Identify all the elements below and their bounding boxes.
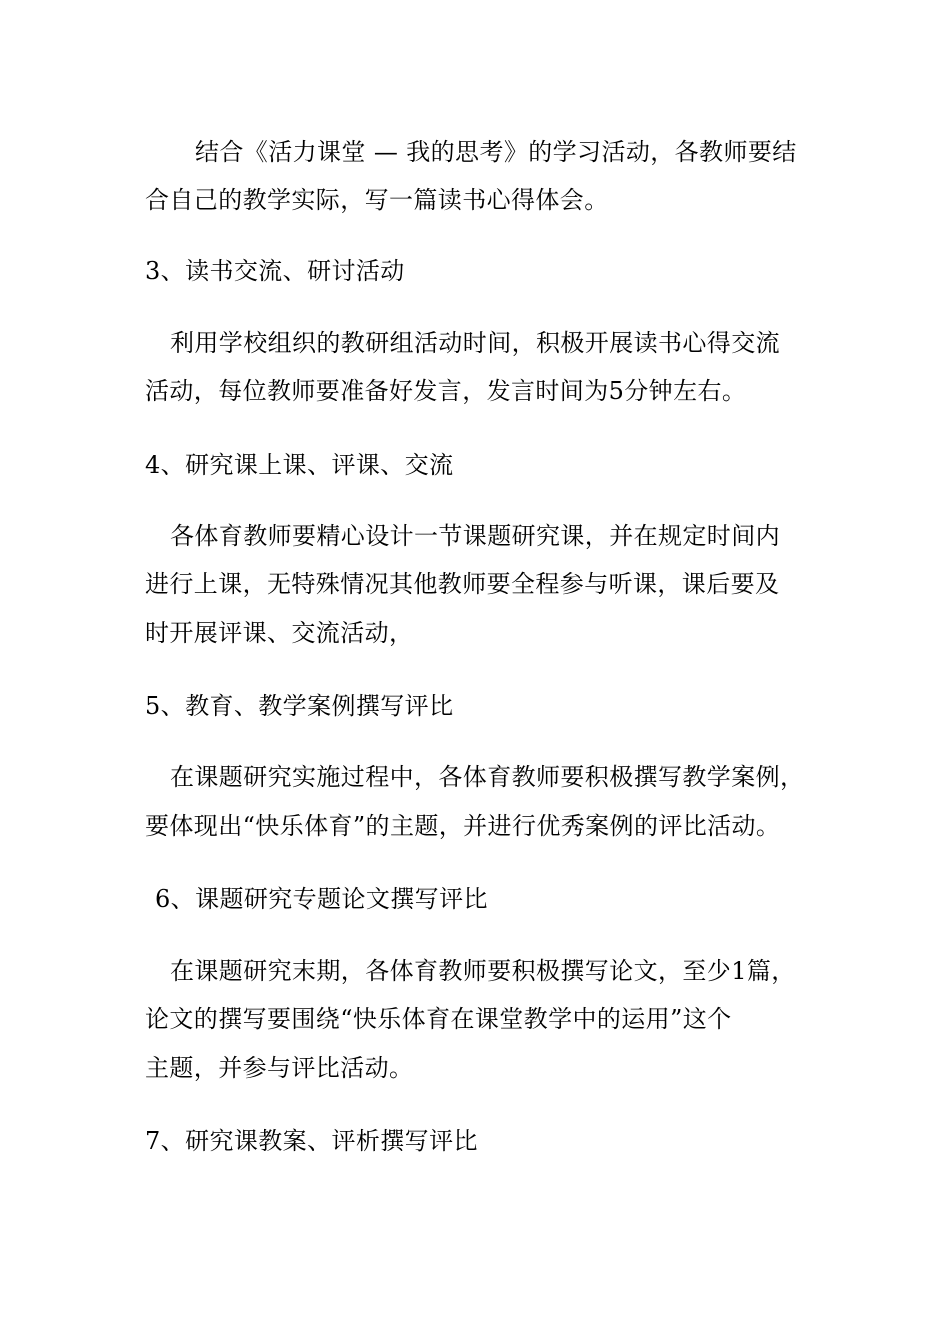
paragraph-line: 在课题研究实施过程中，各体育教师要积极撰写教学案例，: [170, 763, 805, 791]
section-heading-3: 3、读书交流、研讨活动: [145, 257, 405, 285]
paragraph-line: 合自己的教学实际，写一篇读书心得体会。: [145, 186, 609, 214]
paragraph-line: 各体育教师要精心设计一节课题研究课，并在规定时间内: [170, 522, 780, 550]
paragraph-line: 进行上课，无特殊情况其他教师要全程参与听课，课后要及: [145, 570, 780, 598]
paragraph-line: 论文的撰写要围绕“快乐体育在课堂教学中的运用”这个: [145, 1005, 732, 1033]
paragraph-line: 活动，每位教师要准备好发言，发言时间为5分钟左右。: [145, 377, 747, 405]
paragraph-line: 主题，并参与评比活动。: [145, 1054, 414, 1082]
section-heading-5: 5、教育、教学案例撰写评比: [145, 692, 454, 720]
section-heading-6: 6、课题研究专题论文撰写评比: [155, 885, 488, 913]
section-heading-7: 7、研究课教案、评析撰写评比: [145, 1127, 478, 1155]
paragraph-line: 结合《活力课堂 — 我的思考》的学习活动，各教师要结: [195, 138, 797, 166]
paragraph-line: 要体现出“快乐体育”的主题，并进行优秀案例的评比活动。: [145, 812, 781, 840]
paragraph-line: 在课题研究末期，各体育教师要积极撰写论文，至少1篇，: [170, 957, 796, 985]
paragraph-line: 利用学校组织的教研组活动时间，积极开展读书心得交流: [170, 329, 780, 357]
section-heading-4: 4、研究课上课、评课、交流: [145, 451, 454, 479]
paragraph-line: 时开展评课、交流活动，: [145, 619, 414, 647]
